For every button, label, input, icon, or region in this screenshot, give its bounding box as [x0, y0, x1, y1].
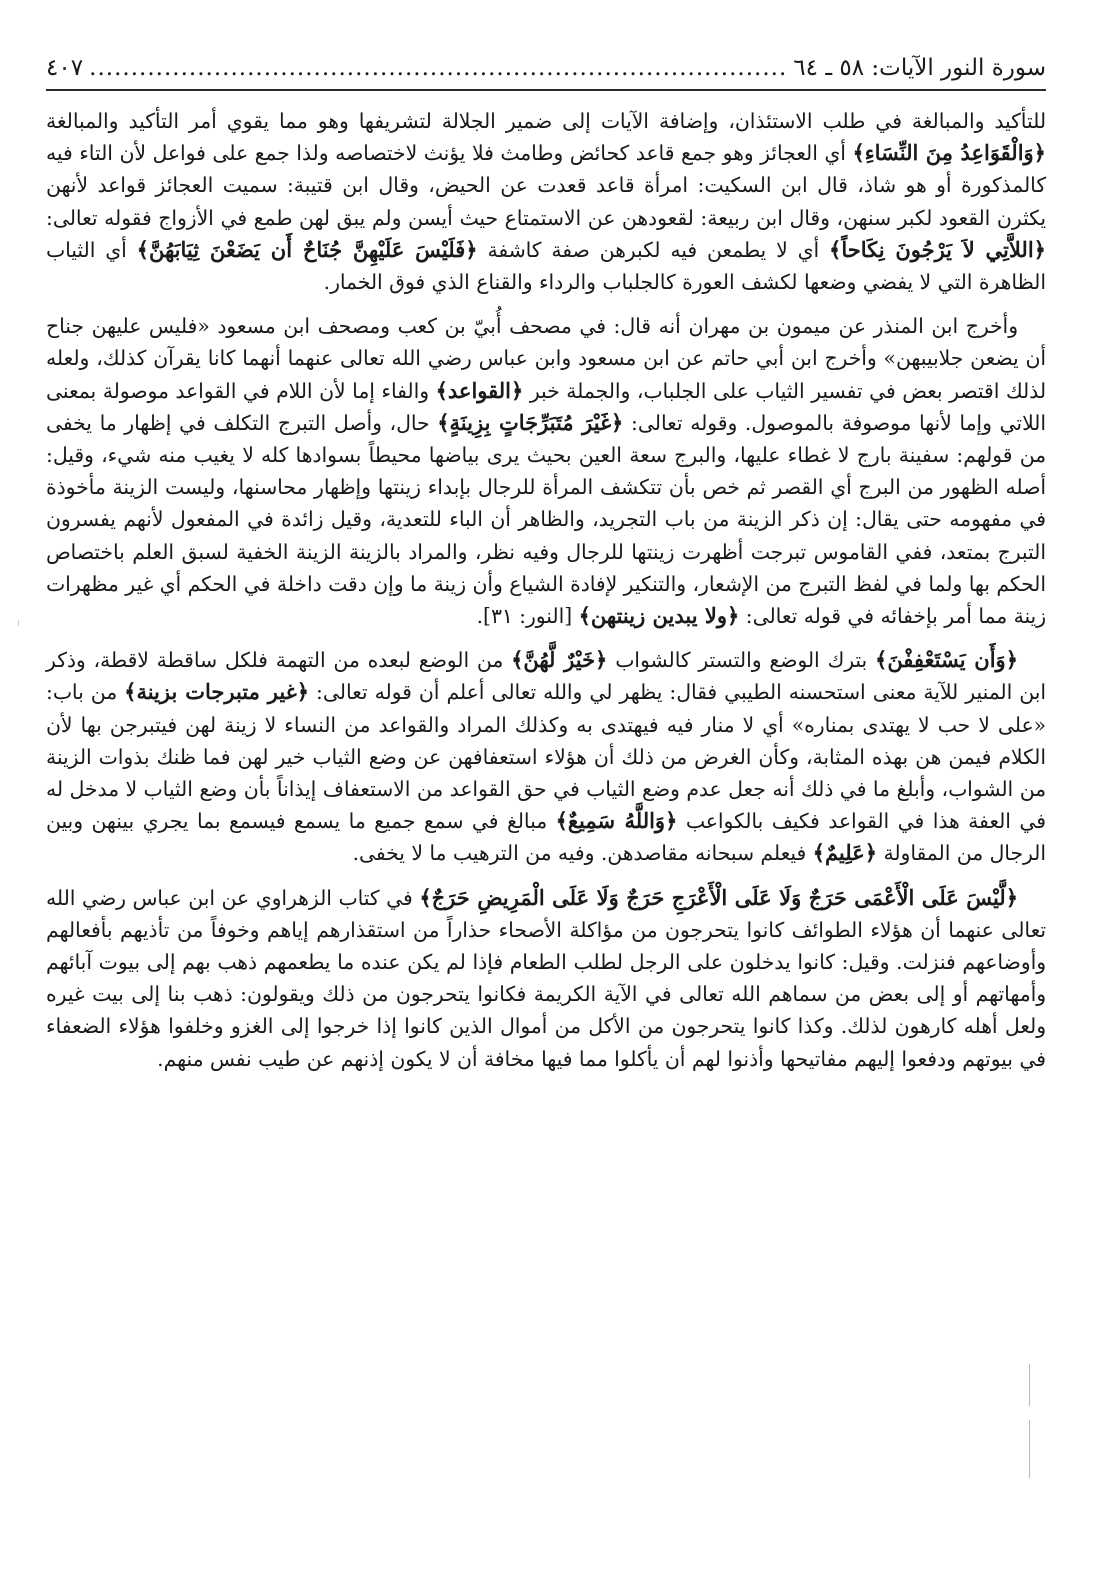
quran-quotation: ﴿فَلَيْسَ عَلَيْهِنَّ جُنَاحٌ أَن يَضَعْنَ ثِيَابَهُنَّ﴾ [136, 236, 478, 262]
quran-quotation: ﴿لَّيْسَ عَلَى الْأَعْمَى حَرَجٌ وَلَا عَلَى الْأَعْرَجِ حَرَجٌ وَلَا عَلَى الْمَرِيضِ حَرَجٌ﴾ [419, 884, 1019, 910]
commentary-text: والفاء إما لأن اللام في القواعد موصولة بمعنى اللاتي وإما لأنها موصوفة بالموصول. وقوله تعالى: [46, 378, 1046, 435]
commentary-text: [النور: ٣١]. [476, 604, 579, 629]
commentary-text: فيعلم سبحانه مقاصدهن. وفيه من الترهيب ما لا يخفى. [352, 841, 813, 866]
commentary-text: من باب: «على لا حب لا يهتدى بمناره» أي لا منار فيه فيهتدى به وكذلك المراد والقواعد من النساء لا زينة لهن فيتبرجن بها لأن الكلام فيمن هن بهذه المثابة، وكأن الغرض من ذلك أن هؤلاء استعفافهن عن وضع الثياب خير لهن فما ظنك بذوات الزينة من الشواب، وأبلغ ما في ذلك أنه جعل عدم وضع الثياب في حق القواعد من الاستعفاف إيذاناً بأن وضع الثياب لا مدخل له في العفة هذا في القواعد فكيف بالكواعب [46, 680, 1047, 834]
commentary-paragraph [46, 882, 1046, 1075]
scan-margin-line [1029, 1420, 1030, 1478]
commentary-text: أي العجائز وهو جمع قاعد كحائض وطامث فلا يؤنث لاختصاصه ولذا جمع على فواعل لأن التاء فيه كالمذكورة أو هو شاذ، قال ابن السكيت: امرأة قاعد قعدت عن الحيض، وقال ابن قتيبة: سميت العجائز قواعد لأنهن يكثرن القعود لكبر سنهن، وقال ابن ربيعة: لقعودهن عن الاستمتاع حيث أيسن ولم يبق لهن طمع في الأزواج فقوله تعالى: [46, 141, 1046, 230]
commentary-text: وأخرج ابن المنذر عن ميمون بن مهران أنه قال: في مصحف أُبيّ بن كعب ومصحف ابن مسعود «فليس عليهن جناح أن يضعن جلابيبهن» وأخرج ابن أبي حاتم عن ابن مسعود وابن عباس رضي الله تعالى عنهما أنهما كانا يقرآن كذلك، ولعله لذلك اقتصر بعض في تفسير الثياب على الجلباب، والجملة خبر [46, 314, 1046, 403]
scan-margin-line [1029, 1364, 1030, 1406]
quran-quotation: ﴿وَالْقَوَاعِدُ مِنَ النِّسَاءِ﴾ [852, 140, 1046, 166]
surah-header-title: سورة النور الآيات: ٥٨ ـ ٦٤ [793, 55, 1046, 81]
commentary-paragraph [46, 310, 1046, 632]
quran-quotation: ﴿القواعد﴾ [435, 377, 524, 403]
commentary-text: أي لا يطمعن فيه لكبرهن صفة كاشفة [477, 237, 830, 262]
commentary-body [46, 105, 1046, 1075]
quran-quotation: ﴿غَيْرَ مُتَبَرِّجَاتٍ بِزِينَةٍ﴾ [437, 409, 624, 435]
running-header [46, 52, 1046, 91]
commentary-paragraph [46, 105, 1046, 298]
commentary-text: مبالغ في سمع جميع ما يسمع فيسمع بما يجري بينهن وبين الرجال من المقاولة [46, 809, 1046, 866]
quran-quotation: ﴿وَأَن يَسْتَعْفِفْنَ﴾ [875, 647, 1019, 673]
commentary-paragraph [46, 644, 1046, 869]
quran-quotation: ﴿وَاللَّهُ سَمِيعٌ﴾ [555, 808, 678, 834]
quran-quotation: ﴿غير متبرجات بزينة﴾ [124, 679, 309, 705]
commentary-text: بترك الوضع والتستر كالشواب [607, 648, 876, 673]
commentary-text: في كتاب الزهراوي عن ابن عباس رضي الله تعالى عنهما أن هؤلاء الطوائف كانوا يتحرجون من مؤاكلة الأصحاء حذاراً من استقذارهم إياهم وخوفاً من تأذيهم بأفعالهم وأوضاعهم فنزلت. وقيل: كانوا يدخلون على الرجل لطلب الطعام فإذا لم يكن عنده ما يطعمهم ذهب بهم إلى بيوت آبائهم وأمهاتهم أو إلى بعض من سماهم الله تعالى في الآية الكريمة فكانوا يتحرجون من ذلك ويقولون: ذهب بنا إلى بيت غيره ولعل أهله كارهون لذلك. وكذا كانوا يتحرجون من الأكل من أموال الذين كانوا إذا خرجوا إلى الغزو وخلفوا هؤلاء الضعفاء في بيوتهم ودفعوا إليهم مفاتيحها وأذنوا لهم أن يأكلوا مما فيها مخافة أن لا يكون إذنهم عن طيب نفس منهم. [46, 885, 1046, 1071]
book-page [46, 52, 1046, 1087]
commentary-text: من الوضع لبعده من التهمة فلكل ساقطة لاقطة، وذكر ابن المنير للآية معنى استحسنه الطيبي فقال: يظهر لي والله تعالى أعلم أن قوله تعالى: [46, 648, 1046, 705]
quran-quotation: ﴿ولا يبدين زينتهن﴾ [578, 603, 740, 629]
quran-quotation: ﴿عَلِيمٌ﴾ [812, 840, 878, 866]
header-dot-leader [89, 52, 787, 84]
commentary-text: أي الثياب الظاهرة التي لا يفضي وضعها لكشف العورة كالجلباب والرداء والقناع الذي فوق الخمار. [46, 237, 1046, 295]
commentary-text: للتأكيد والمبالغة في طلب الاستئذان، وإضافة الآيات إلى ضمير الجلالة لتشريفها وهو مما يقوي أمر التأكيد والمبالغة [46, 109, 1046, 133]
page-number: ٤٠٧ [46, 55, 84, 81]
commentary-text: حال، وأصل التبرج التكلف في إظهار ما يخفى من قولهم: سفينة بارج لا غطاء عليها، والبرج سعة العين بحيث يرى بياضها محيطاً بسوادها كله لا يغيب منه شيء، وقيل: أصله الظهور من البرج أي القصر ثم خص بأن تتكشف المرأة للرجال بإبداء زينتها وإظهار محاسنها، وليست الزينة مأخوذة في مفهومه حتى يقال: إن ذكر الزينة من باب التجريد، والظاهر أن الباء للتعدية، وقيل زائدة في المفعول لأنهم يفسرون التبرج بمتعد، ففي القاموس تبرجت أظهرت زينتها للرجال وفيه نظر، والمراد بالزينة الزينة الخفية لسبق العلم باختصاص الحكم بها ولما في لفظ التبرج من الإشعار، والتنكير لإفادة الشياع وأن زينة ما وإن دقت داخلة في الحكم أي غير مظهرات زينة مما أمر بإخفائه في قوله تعالى: [46, 410, 1046, 629]
quran-quotation: ﴿خَيْرٌ لَّهُنَّ﴾ [511, 647, 608, 673]
scan-margin-speck [18, 620, 19, 626]
quran-quotation: ﴿اللاَّتِي لاَ يَرْجُونَ نِكَاحاً﴾ [829, 236, 1046, 262]
